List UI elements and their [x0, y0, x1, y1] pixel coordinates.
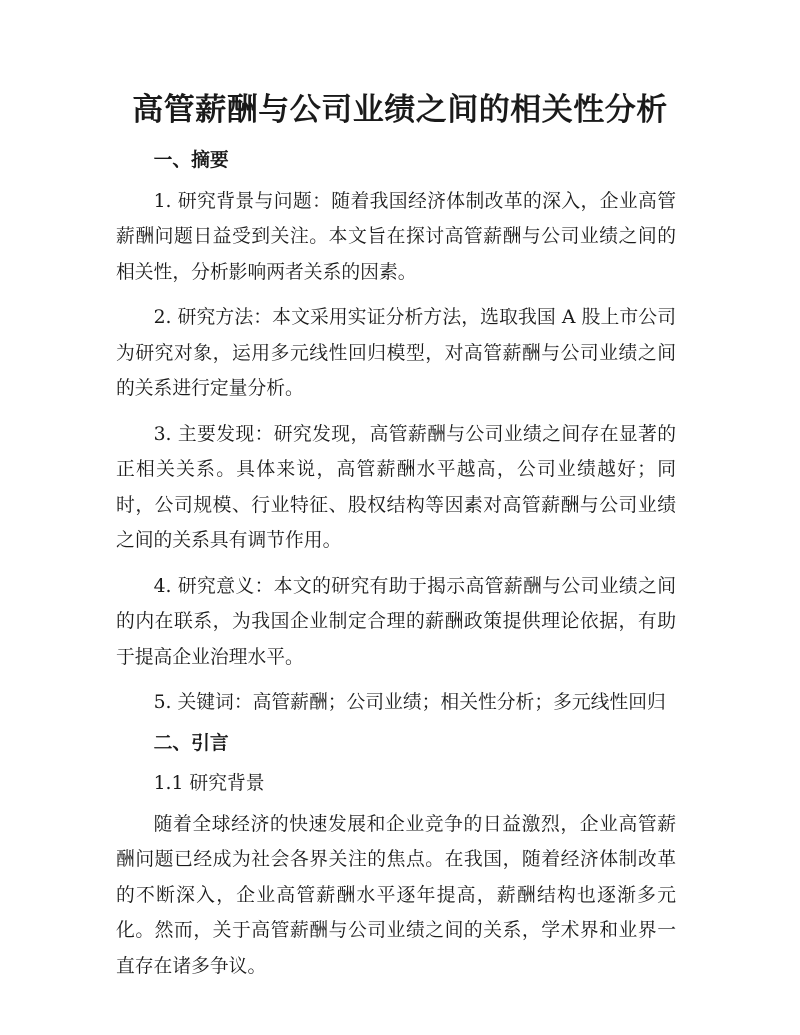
document-title: 高管薪酬与公司业绩之间的相关性分析: [132, 92, 668, 128]
section-heading-introduction: 二、引言: [153, 732, 229, 754]
background-paragraph: 随着全球经济的快速发展和企业竞争的日益激烈，企业高管薪酬问题已经成为社会各界关注的焦点。在我国，随着经济体制改革的不断深入，企业高管薪酬水平逐年提高，薪酬结构也逐渐多元化。然而，关于高管薪酬与公司业绩之间的关系，学术界和业界一直存在诸多争议。: [116, 813, 676, 977]
section-heading-abstract: 一、摘要: [153, 150, 229, 171]
abstract-item-3: 3. 主要发现：研究发现，高管薪酬与公司业绩之间存在显著的正相关关系。具体来说，高管薪酬水平越高，公司业绩越好；同时，公司规模、行业特征、股权结构等因素对高管薪酬与公司业绩之间的关系具有调节作用。: [116, 423, 676, 551]
abstract-item-5: 5. 关键词：高管薪酬；公司业绩；相关性分析；多元线性回归: [153, 692, 666, 713]
subsection-heading-background: 1.1 研究背景: [153, 773, 265, 794]
abstract-item-4: 4. 研究意义：本文的研究有助于揭示高管薪酬与公司业绩之间的内在联系，为我国企业制定合理的薪酬政策提供理论依据，有助于提高企业治理水平。: [116, 575, 676, 668]
document-body: [116, 143, 676, 984]
abstract-item-1: 1. 研究背景与问题：随着我国经济体制改革的深入，企业高管薪酬问题日益受到关注。本文旨在探讨高管薪酬与公司业绩之间的相关性，分析影响两者关系的因素。: [116, 190, 676, 283]
abstract-item-2: 2. 研究方法：本文采用实证分析方法，选取我国 A 股上市公司为研究对象，运用多元线性回归模型，对高管薪酬与公司业绩之间的关系进行定量分析。: [116, 307, 676, 399]
